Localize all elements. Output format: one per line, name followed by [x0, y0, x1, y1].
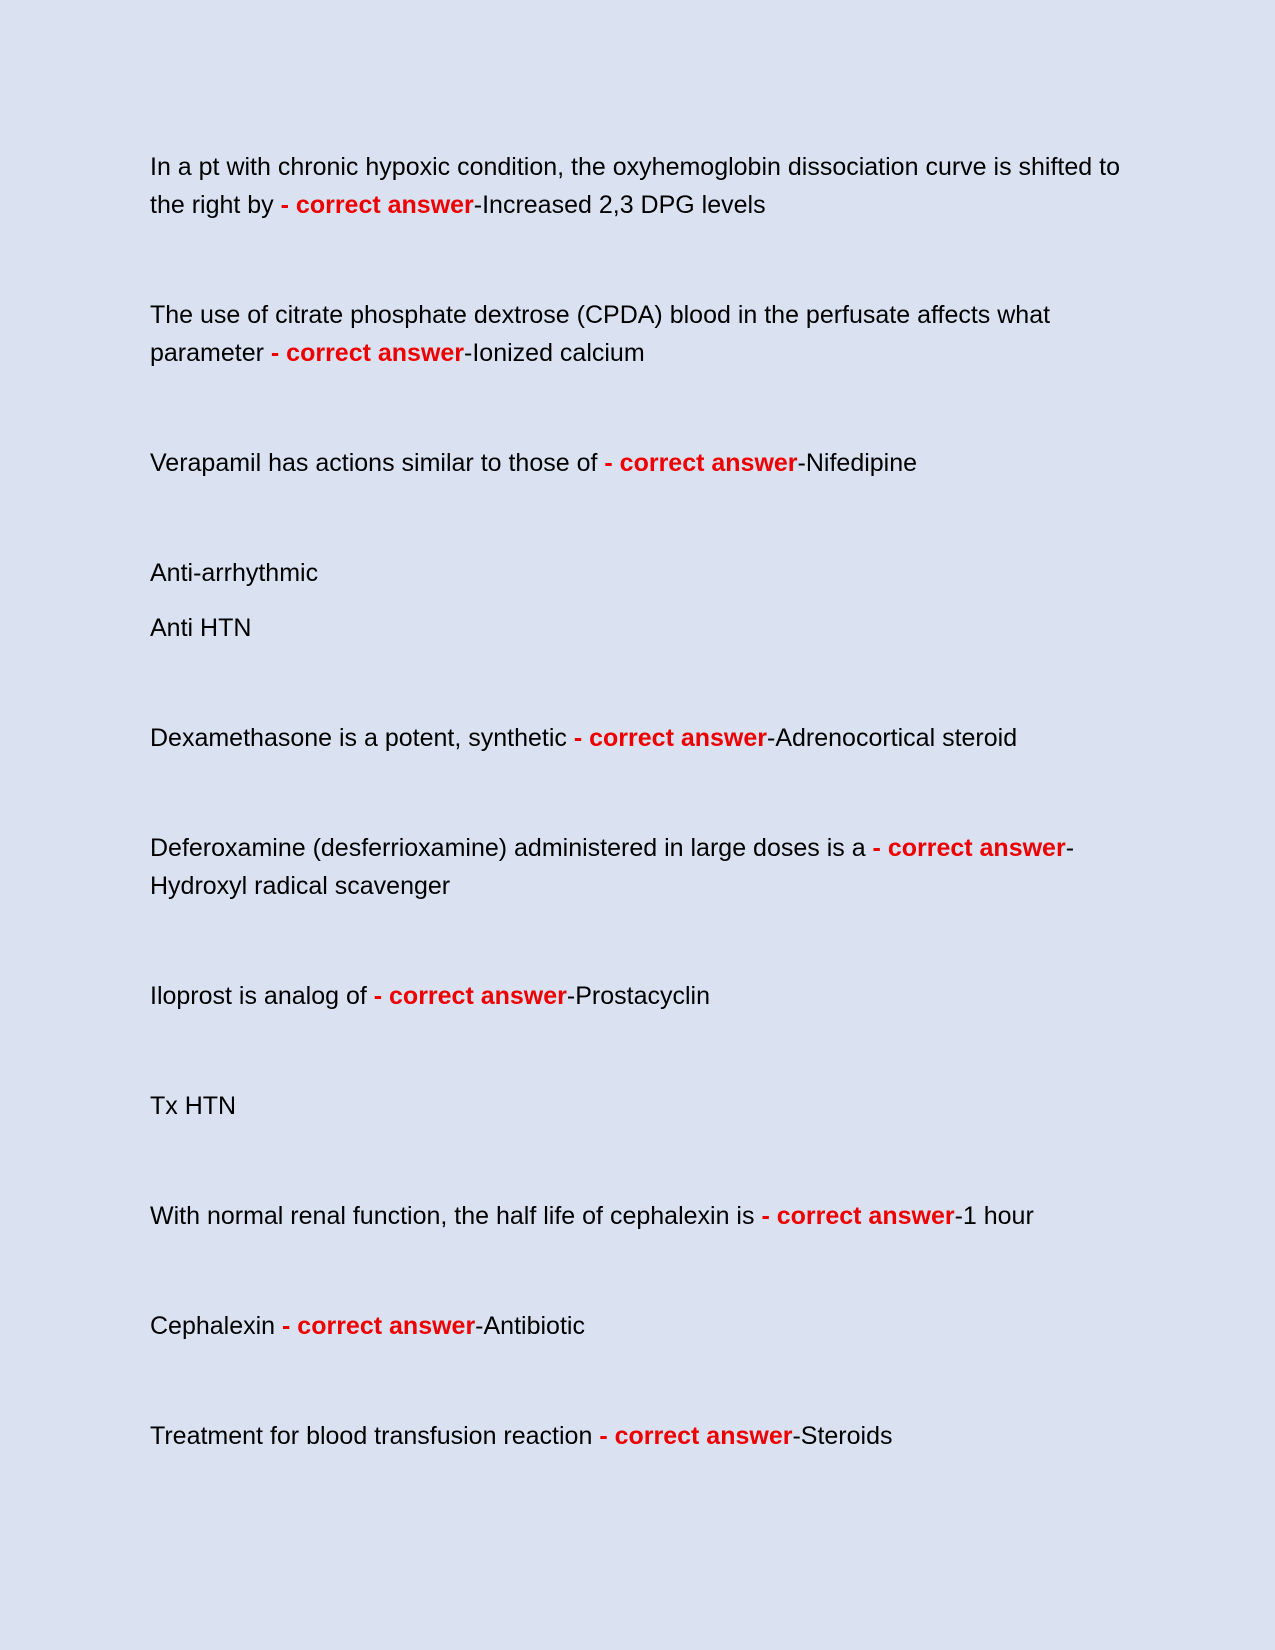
question-text: Cephalexin: [150, 1312, 283, 1340]
correct-answer-marker: - correct answer: [761, 1202, 955, 1230]
question-text: Dexamethasone is a potent, synthetic: [150, 724, 574, 752]
answer-text: -1 hour: [954, 1202, 1034, 1230]
correct-answer-marker: - correct answer: [270, 339, 465, 367]
answer-text: -Increased 2,3 DPG levels: [473, 191, 766, 219]
question-text: The use of citrate phosphate dextrose (CPDA) blood in the perfusate affects what parameter: [150, 301, 1051, 367]
answer-text: -Nifedipine: [797, 449, 918, 477]
answer-text: -Hydroxyl radical scavenger: [150, 834, 1075, 900]
correct-answer-marker: - correct answer: [872, 834, 1066, 862]
qa-entry: [150, 148, 1130, 224]
answer-text: -Antibiotic: [475, 1312, 585, 1340]
correct-answer-marker: - correct answer: [599, 1422, 793, 1450]
question-text: Treatment for blood transfusion reaction: [150, 1422, 600, 1450]
question-text: Iloprost is analog of: [150, 982, 374, 1010]
qa-entry: [150, 1307, 1130, 1345]
answer-text: -Prostacyclin: [566, 982, 710, 1010]
qa-entry: [150, 1417, 1130, 1455]
qa-entry: [150, 296, 1130, 372]
answer-text: -Adrenocortical steroid: [767, 724, 1018, 752]
note-text: Tx HTN: [150, 1092, 237, 1120]
question-text: With normal renal function, the half life of cephalexin is: [150, 1202, 762, 1230]
qa-entry: [150, 444, 1130, 482]
qa-list: [150, 148, 1130, 1455]
correct-answer-marker: - correct answer: [373, 982, 567, 1010]
question-text: Deferoxamine (desferrioxamine) administered in large doses is a: [150, 834, 873, 862]
question-text: Verapamil has actions similar to those of: [150, 449, 605, 477]
note-text: Anti HTN: [150, 614, 252, 642]
question-text: In a pt with chronic hypoxic condition, the oxyhemoglobin dissociation curve is shifted to the right by: [150, 153, 1120, 219]
qa-entry: [150, 719, 1130, 757]
correct-answer-marker: - correct answer: [282, 1312, 476, 1340]
correct-answer-marker: - correct answer: [573, 724, 767, 752]
correct-answer-marker: - correct answer: [280, 191, 474, 219]
qa-entry: [150, 977, 1130, 1015]
note-text: Anti-arrhythmic: [150, 559, 319, 587]
qa-entry: [150, 829, 1130, 905]
answer-text: -Ionized calcium: [464, 339, 645, 367]
qa-entry: [150, 1197, 1130, 1235]
correct-answer-marker: - correct answer: [604, 449, 798, 477]
answer-text: -Steroids: [792, 1422, 893, 1450]
